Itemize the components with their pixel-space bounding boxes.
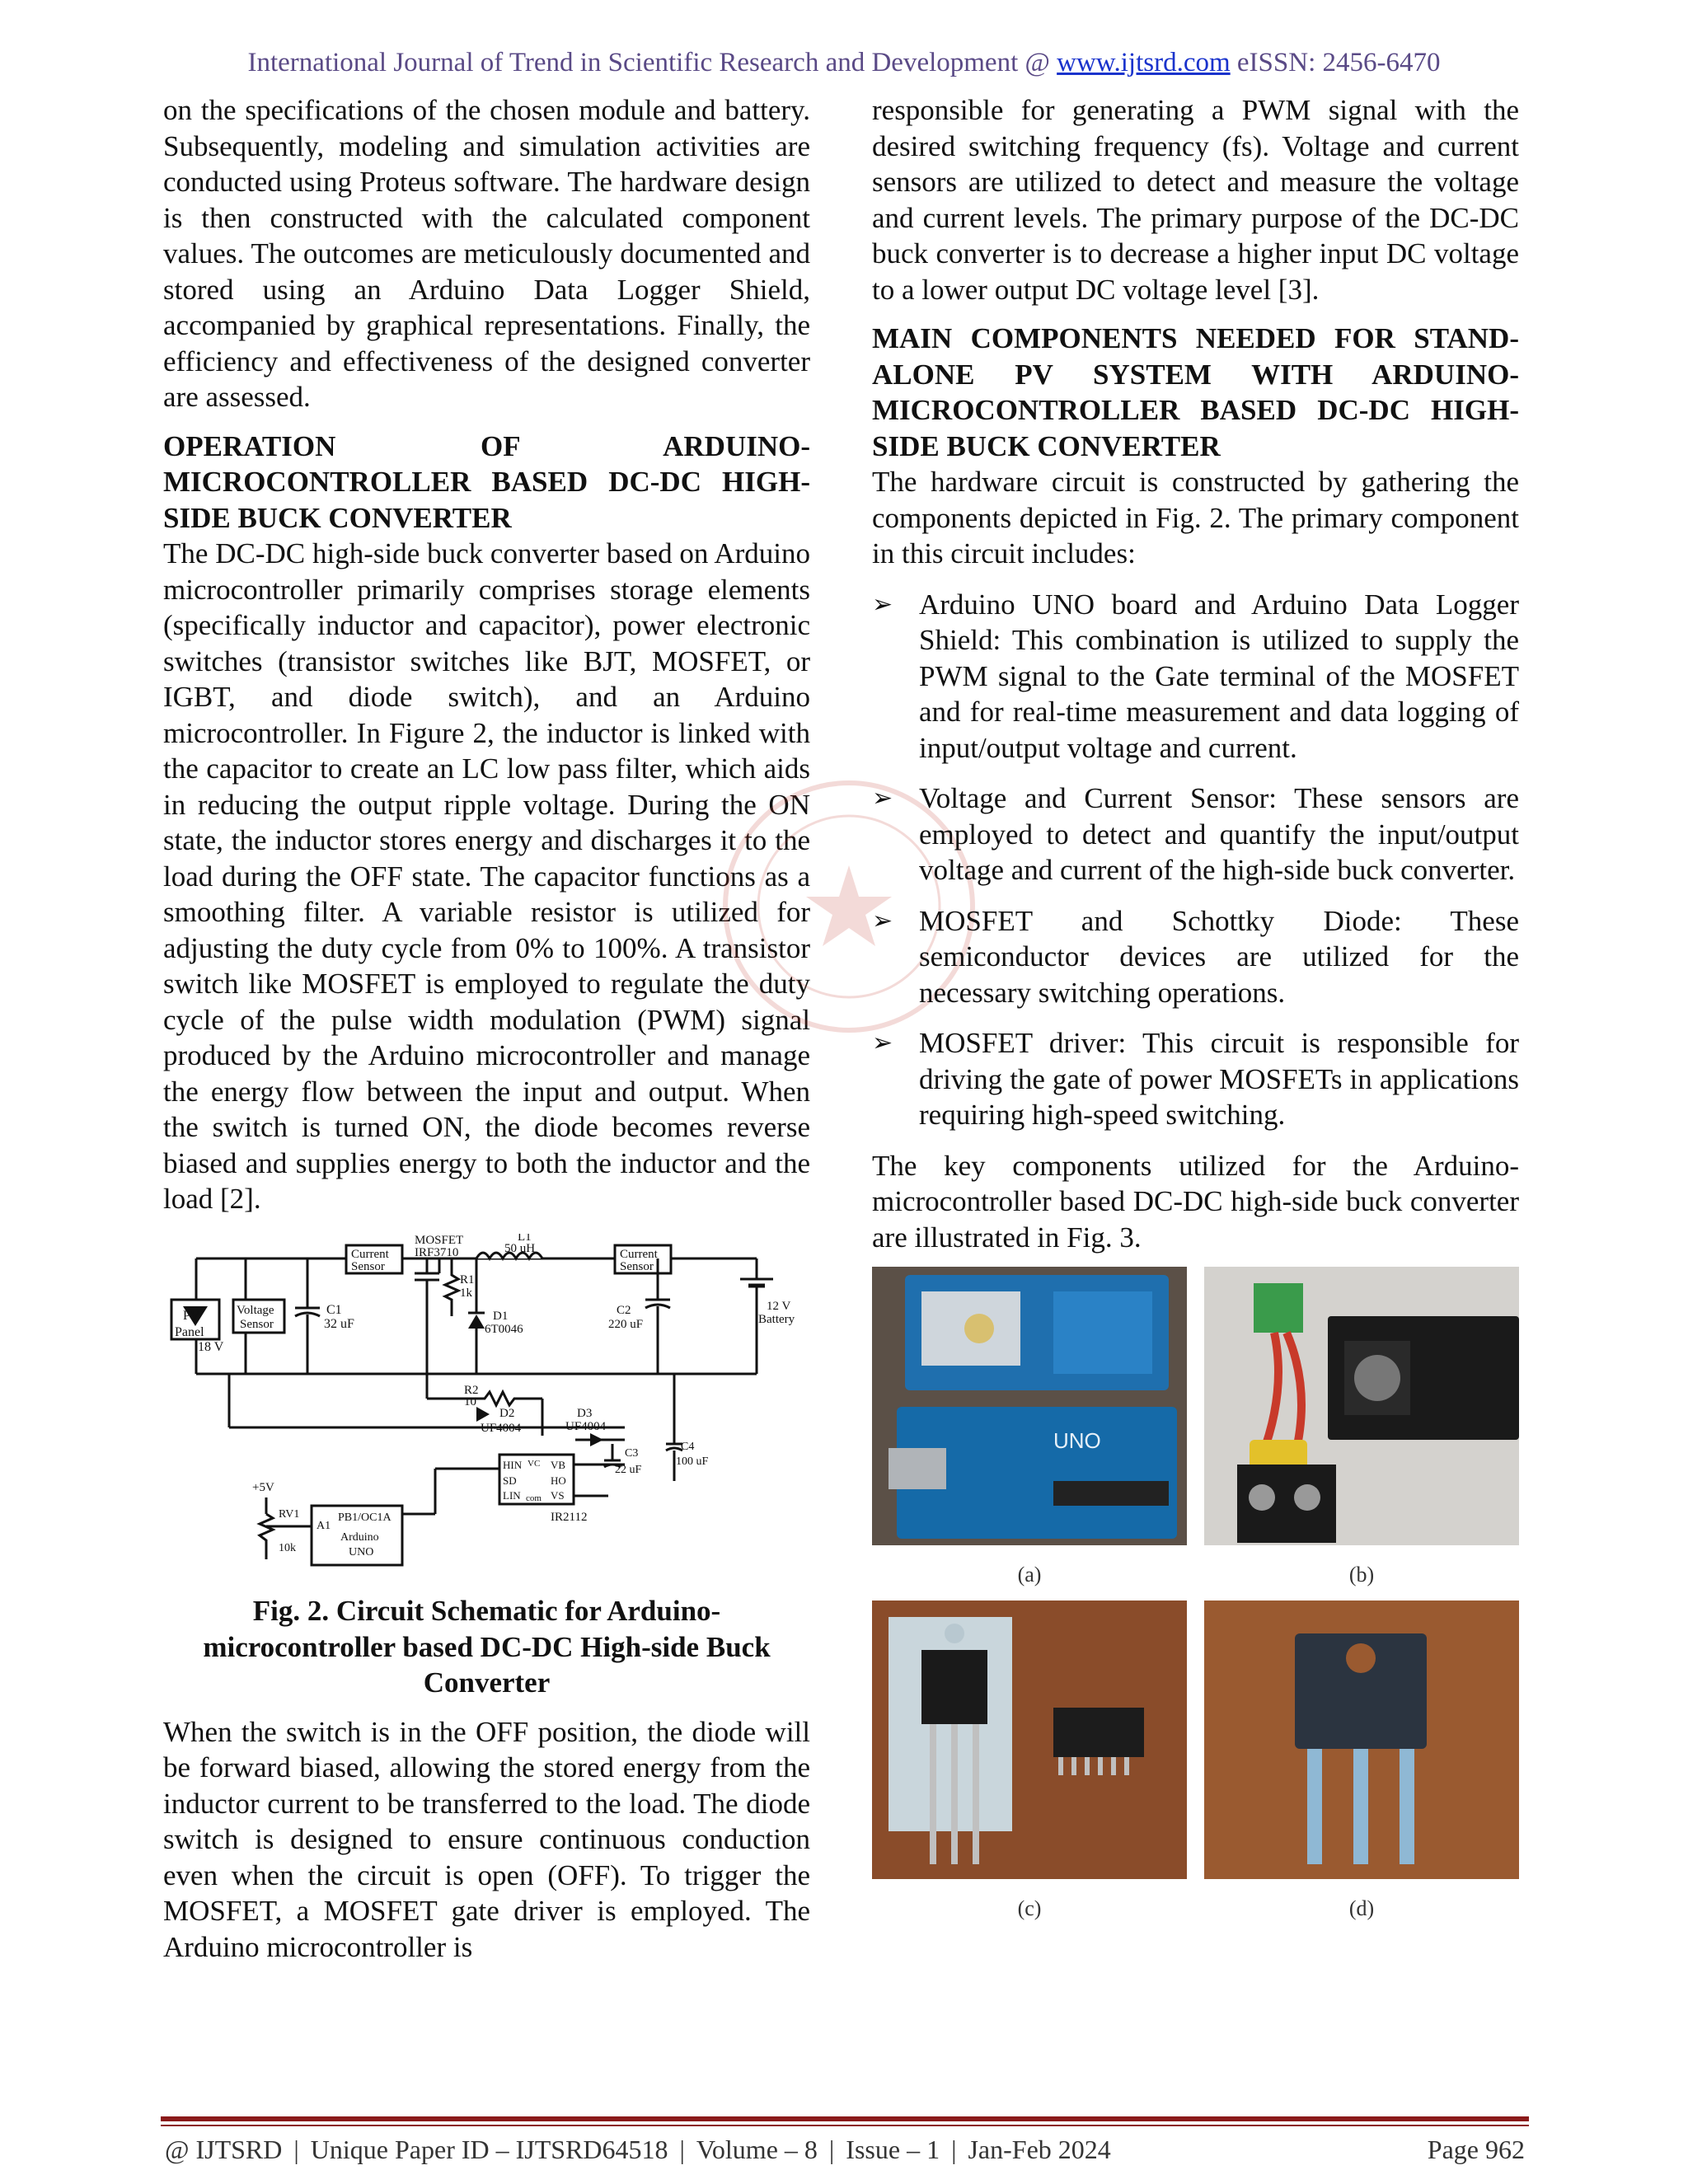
schem-sd: SD: [503, 1474, 517, 1487]
schem-rv1-value: 10k: [279, 1541, 296, 1554]
right-paragraph-1: responsible for generating a PWM signal with the desired switching frequency (fs). Voltage and current sensors are utilized to detect and measure the voltage and current levels. The primary purpose of the DC-DC buck converter is to decrease a higher input DC voltage to a lower output DC voltage level [3].: [872, 94, 1519, 306]
schem-pv-volt: 18 V: [198, 1339, 224, 1354]
schem-c2-value: 220 uF: [608, 1317, 644, 1331]
schem-mosfet-1: MOSFET: [415, 1233, 464, 1247]
figure-2-schematic: [163, 1234, 810, 1701]
footer-journal: @ IJTSRD: [165, 2135, 283, 2164]
svg-text:UNO: UNO: [1053, 1428, 1101, 1453]
schem-d2: D2: [499, 1406, 515, 1420]
photo-label-b: (b): [1348, 1563, 1375, 1586]
photo-mosfet-driver: [872, 1601, 1187, 1879]
schem-c1: C1: [326, 1302, 342, 1317]
schem-vc: VC: [528, 1458, 541, 1469]
section-heading-operation: OPERATION OF ARDUINO-MICROCONTROLLER BASED DC-DC HIGH-SIDE BUCK CONVERTER: [163, 429, 810, 534]
schem-c4-value: 100 uF: [676, 1455, 709, 1468]
arrow-bullet-icon: ➢: [872, 1029, 893, 1057]
footer-rule-thin: [161, 2125, 1529, 2126]
circuit-schematic: [163, 1234, 810, 1580]
schem-d2-value: UF4004: [481, 1421, 522, 1435]
schem-r2-value: 10: [464, 1394, 476, 1408]
running-header: [0, 48, 1688, 78]
schem-vs: VS: [551, 1488, 565, 1502]
schem-ir2112: IR2112: [551, 1510, 588, 1524]
footer-rule-thick: [161, 2116, 1529, 2121]
schem-csensor2-1: Current: [620, 1247, 658, 1261]
schem-vsensor-2: Sensor: [240, 1317, 274, 1331]
schem-plus5v: +5V: [252, 1480, 274, 1494]
schem-vsensor-1: Voltage: [237, 1303, 274, 1317]
schem-l1-value: 50 uH: [504, 1241, 536, 1255]
footer-meta: @ IJTSRD | Unique Paper ID – IJTSRD64518 | Volume – 8 | Issue – 1 | Jan-Feb 2024: [165, 2135, 1111, 2164]
left-paragraph-1: on the specifications of the chosen module and battery. Subsequently, modeling and simulation activities are conducted using Proteus software. The hardware design is then constructed with the calculated component values. The outcomes are meticulously documented and stored using an Arduino Data Logger Shield, accompanied by graphical representations. Finally, the efficiency and effectiveness of the designed converter are assessed.: [163, 94, 810, 413]
right-paragraph-2: The hardware circuit is constructed by gathering the components depicted in Fig. 2. The primary component in this circuit includes:: [872, 466, 1519, 569]
schem-d1-value: 6T0046: [485, 1322, 523, 1336]
schem-mosfet-2: IRF3710: [415, 1245, 459, 1259]
footer-volume: Volume – 8: [696, 2135, 818, 2164]
schem-com: com: [526, 1493, 542, 1503]
left-column: [163, 92, 810, 1965]
left-paragraph-2: The DC-DC high-side buck converter based on Arduino microcontroller primarily comprises storage elements (specifically inductor and capacitor), power electronic switches (transistor switches like BJT, MOSFET, or IGBT, and diode switch), and an Arduino microcontroller. In Figure 2, the inductor is linked with the capacitor to create an LC low pass filter, which aids in reducing the output ripple voltage. During the ON state, the inductor stores energy and discharges it to the load during the OFF state. The capacitor functions as a smoothing filter. A variable resistor is utilized for adjusting the duty cycle from 0% to 100%. A transistor switch like MOSFET is employed to regulate the duty cycle of the pulse width modulation (PWM) signal produced by the Arduino microcontroller and manage the energy flow between the input and output. When the switch is turned ON, the diode becomes reverse biased and supplies energy to both the inductor and the load [2].: [163, 537, 810, 1215]
schem-lin: LIN: [503, 1488, 521, 1502]
schem-r1-value: 1k: [460, 1286, 472, 1300]
schem-r2: R2: [464, 1383, 479, 1397]
issn: eISSN: 2456-6470: [1230, 48, 1441, 77]
list-item: ➢ MOSFET and Schottky Diode: These semiconductor devices are utilized for the necessary switching operations.: [872, 904, 1519, 1009]
schem-battery-2: Battery: [758, 1312, 795, 1326]
footer-date: Jan-Feb 2024: [968, 2135, 1111, 2164]
photo-label-d: (d): [1348, 1896, 1375, 1920]
list-item: ➢ Arduino UNO board and Arduino Data Logger Shield: This combination is utilized to supply the PWM signal to the Gate terminal of the MOSFET and for real-time measurement and data logging of input/output voltage and current.: [872, 588, 1519, 764]
footer-page-number: Page 962: [1427, 2135, 1525, 2164]
schem-c1-value: 32 uF: [324, 1316, 354, 1331]
schem-d1: D1: [493, 1309, 509, 1323]
page-footer: [165, 2135, 1525, 2165]
schem-arduino-2: UNO: [349, 1545, 374, 1558]
footer-issue: Issue – 1: [846, 2135, 940, 2164]
schem-rv1: RV1: [279, 1507, 300, 1521]
schem-d3: D3: [577, 1406, 593, 1420]
schem-csensor2-2: Sensor: [620, 1259, 654, 1273]
schem-csensor1-1: Current: [351, 1247, 389, 1261]
schem-c2: C2: [617, 1303, 631, 1317]
schem-panel: Panel: [175, 1324, 204, 1339]
photo-current-sensor: [1204, 1267, 1519, 1545]
right-paragraph-3: The key components utilized for the Arduino-microcontroller based DC-DC high-side buck converter are illustrated in Fig. 3.: [872, 1149, 1519, 1254]
schem-pv: PV: [183, 1308, 200, 1323]
footer-paper-id: Unique Paper ID – IJTSRD64518: [310, 2135, 668, 2164]
schem-c3: C3: [625, 1446, 639, 1460]
components-list: [872, 587, 1519, 1133]
schem-c4: C4: [681, 1440, 695, 1453]
schem-ho: HO: [551, 1474, 566, 1487]
schem-l1: L1: [518, 1233, 532, 1244]
schem-csensor1-2: Sensor: [351, 1259, 385, 1273]
schem-pb1: PB1/OC1A: [338, 1511, 392, 1524]
list-item: ➢ MOSFET driver: This circuit is responsible for driving the gate of power MOSFETs in applications requiring high-speed switching.: [872, 1027, 1519, 1131]
schem-battery-1: 12 V: [767, 1299, 791, 1313]
list-item: ➢ Voltage and Current Sensor: These sensors are employed to detect and quantify the input/output voltage and current of the high-side buck converter.: [872, 782, 1519, 886]
photo-label-c: (c): [1017, 1896, 1042, 1920]
right-column: [872, 92, 1519, 1926]
arrow-bullet-icon: ➢: [872, 590, 893, 618]
arrow-bullet-icon: ➢: [872, 785, 893, 812]
left-paragraph-3: When the switch is in the OFF position, the diode will be forward biased, allowing the stored energy from the inductor current to be transferred to the load. The diode switch is designed to ensure continuous conduction even when the circuit is open (OFF). To trigger the MOSFET, a MOSFET gate driver is employed. The Arduino microcontroller is: [163, 1715, 810, 1963]
journal-name: International Journal of Trend in Scientific Research and Development @: [247, 48, 1057, 77]
arrow-bullet-icon: ➢: [872, 907, 893, 935]
schem-arduino-1: Arduino: [340, 1530, 379, 1544]
journal-url-link[interactable]: www.ijtsrd.com: [1057, 48, 1231, 77]
schem-c3-value: 22 uF: [615, 1463, 642, 1476]
section-heading-components: MAIN COMPONENTS NEEDED FOR STAND-ALONE PV SYSTEM WITH ARDUINO-MICROCONTROLLER BASED DC-DC HIGH-SIDE BUCK CONVERTER: [872, 322, 1519, 462]
schem-a1: A1: [316, 1519, 331, 1532]
figure-2-caption: Fig. 2. Circuit Schematic for Arduino-microcontroller based DC-DC High-side Buck Converter: [203, 1595, 771, 1699]
photo-label-a: (a): [1017, 1563, 1042, 1586]
photo-schottky-diode: [1204, 1601, 1519, 1879]
schem-d3-value: UF4004: [565, 1419, 607, 1433]
schem-r1: R1: [460, 1272, 475, 1286]
figure-3-photos: [872, 1267, 1519, 1926]
schem-hin: HIN: [503, 1458, 523, 1471]
schem-vb: VB: [551, 1458, 566, 1471]
photo-arduino-boards: [872, 1267, 1187, 1545]
